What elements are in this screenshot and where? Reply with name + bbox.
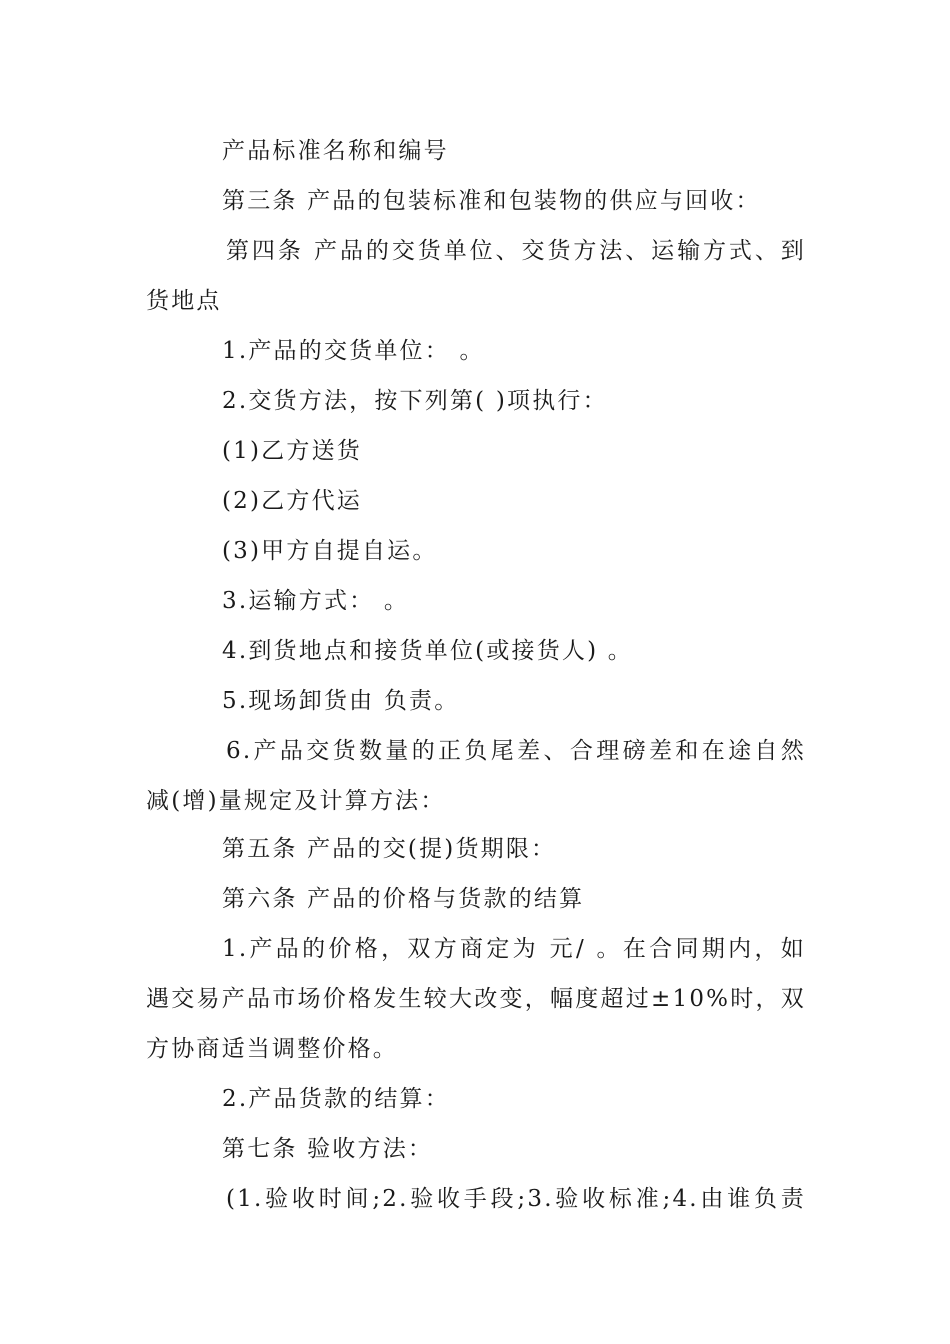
- text-line: 方协商适当调整价格。: [146, 1036, 398, 1062]
- text-line: 产品标准名称和编号: [222, 138, 449, 164]
- text-line: 减(增)量规定及计算方法：: [146, 788, 446, 814]
- text-line: 1.产品的价格，双方商定为 元/ 。在合同期内，如: [222, 936, 806, 962]
- text-line: (1.验收时间;2.验收手段;3.验收标准;4.由谁负责: [226, 1186, 806, 1212]
- text-line: 第七条 验收方法：: [222, 1136, 434, 1162]
- text-line: 第四条 产品的交货单位、交货方法、运输方式、到: [226, 238, 806, 264]
- text-line: (1)乙方送货: [222, 438, 362, 464]
- text-line: 遇交易产品市场价格发生较大改变，幅度超过±10%时，双: [146, 986, 806, 1012]
- text-line: (3)甲方自提自运。: [222, 538, 438, 564]
- text-line: 第三条 产品的包装标准和包装物的供应与回收：: [222, 188, 761, 214]
- text-line: 第五条 产品的交(提)货期限：: [222, 836, 557, 862]
- text-line: 6.产品交货数量的正负尾差、合理磅差和在途自然: [226, 738, 806, 764]
- text-line: 2.交货方法，按下列第( )项执行：: [222, 388, 608, 414]
- text-line: 5.现场卸货由 负责。: [222, 688, 460, 714]
- text-line: 货地点: [146, 288, 222, 314]
- text-line: 第六条 产品的价格与货款的结算: [222, 886, 585, 912]
- text-line: 4.到货地点和接货单位(或接货人) 。: [222, 638, 634, 664]
- text-line: (2)乙方代运: [222, 488, 362, 514]
- text-line: 3.运输方式： 。: [222, 588, 410, 614]
- text-line: 2.产品货款的结算：: [222, 1086, 450, 1112]
- text-line: 1.产品的交货单位： 。: [222, 338, 485, 364]
